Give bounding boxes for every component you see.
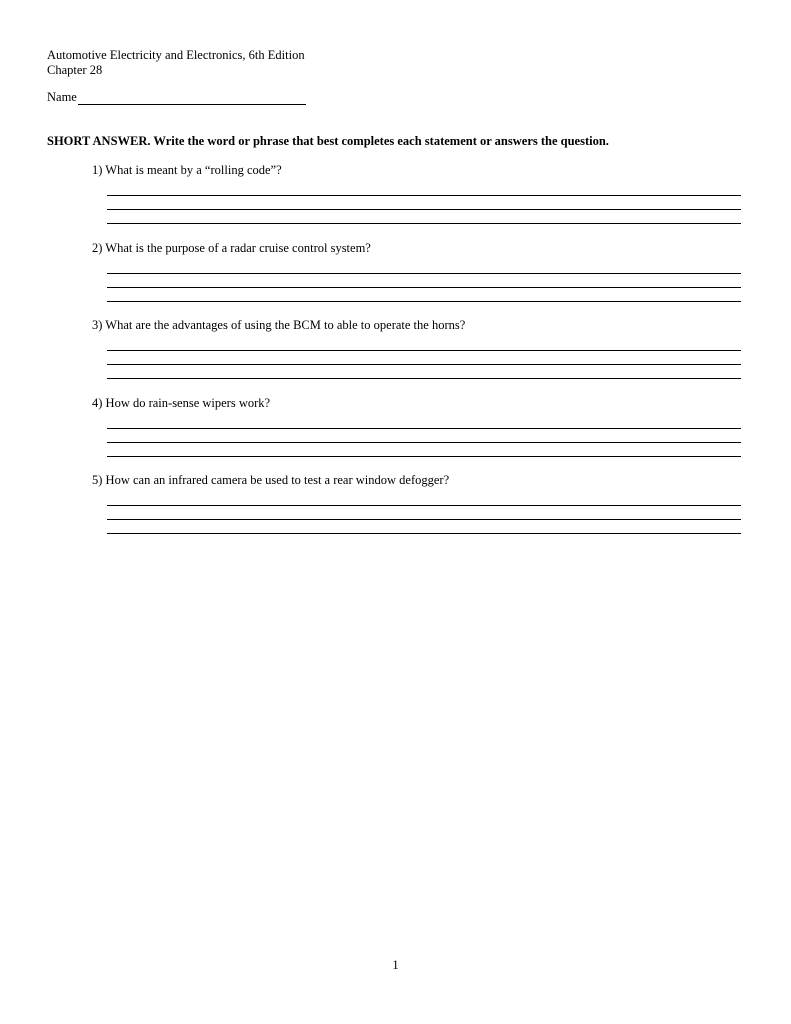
answer-line-2a[interactable]: [107, 273, 741, 274]
answer-line-3b[interactable]: [107, 364, 741, 365]
answer-line-5c[interactable]: [107, 533, 741, 534]
question-5: 5) How can an infrared camera be used to test a rear window defogger?: [92, 473, 450, 487]
answer-line-4a[interactable]: [107, 428, 741, 429]
answer-line-1c[interactable]: [107, 223, 741, 224]
section-instructions: SHORT ANSWER. Write the word or phrase that best completes each statement or answers the question.: [47, 134, 609, 148]
answer-line-1a[interactable]: [107, 195, 741, 196]
page-number: 1: [392, 958, 399, 972]
answer-line-4c[interactable]: [107, 456, 741, 457]
answer-line-3c[interactable]: [107, 378, 741, 379]
chapter-label: Chapter 28: [47, 63, 103, 77]
answer-line-2c[interactable]: [107, 301, 741, 302]
name-label: Name: [47, 90, 77, 104]
book-title: Automotive Electricity and Electronics, 6th Edition: [47, 48, 305, 62]
question-4: 4) How do rain-sense wipers work?: [92, 396, 271, 410]
answer-line-5b[interactable]: [107, 519, 741, 520]
answer-line-1b[interactable]: [107, 209, 741, 210]
name-field[interactable]: [78, 92, 306, 105]
answer-line-5a[interactable]: [107, 505, 741, 506]
answer-line-3a[interactable]: [107, 350, 741, 351]
answer-line-4b[interactable]: [107, 442, 741, 443]
question-2: 2) What is the purpose of a radar cruise control system?: [92, 241, 371, 255]
document-header: [47, 48, 305, 78]
name-field-row: [47, 90, 306, 105]
question-3: 3) What are the advantages of using the BCM to able to operate the horns?: [92, 318, 466, 332]
answer-line-2b[interactable]: [107, 287, 741, 288]
question-1: 1) What is meant by a “rolling code”?: [92, 163, 282, 177]
